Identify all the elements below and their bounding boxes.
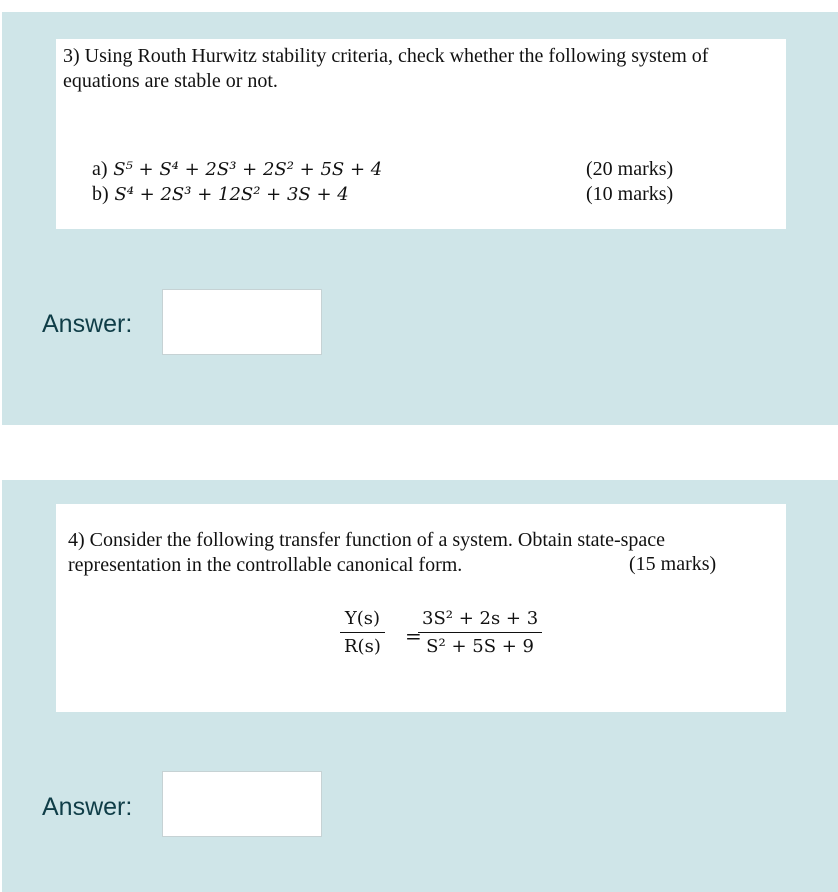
- equals-sign: =: [405, 624, 422, 648]
- part-b-equation: S⁴ + 2S³ + 12S² + 3S + 4: [114, 184, 349, 205]
- question-4-panel: [2, 480, 838, 892]
- question-3-panel: [2, 12, 838, 425]
- lhs-denominator: R(s): [344, 636, 381, 657]
- part-a-label: a): [92, 158, 108, 180]
- rhs-numerator: 3S² + 2s + 3: [418, 608, 542, 633]
- question-4-marks: (15 marks): [629, 553, 717, 575]
- part-a-marks: (20 marks): [586, 158, 674, 180]
- question-3-text: 3) Using Routh Hurwitz stability criteria, check whether the following system of equations are stable or not.: [63, 45, 709, 92]
- part-b-marks: (10 marks): [586, 183, 674, 205]
- lhs-numerator: Y(s): [340, 608, 385, 633]
- part-a-equation: S⁵ + S⁴ + 2S³ + 2S² + 5S + 4: [113, 159, 383, 180]
- question-3-answer-input[interactable]: [162, 289, 322, 355]
- question-4-card: [56, 504, 786, 712]
- transfer-function-lhs: [340, 608, 385, 657]
- rhs-denominator: S² + 5S + 9: [426, 636, 535, 657]
- part-b-label: b): [92, 183, 109, 205]
- question-3-part-b: [56, 183, 786, 209]
- transfer-function-rhs: [418, 608, 542, 657]
- question-4-text: 4) Consider the following transfer function of a system. Obtain state-space representation in the controllable canonical form.: [68, 529, 666, 576]
- question-3-card: [56, 39, 786, 229]
- question-3-answer-label: Answer:: [42, 310, 133, 338]
- question-3-part-a: [56, 158, 786, 184]
- question-4-answer-label: Answer:: [42, 793, 133, 821]
- question-4-answer-input[interactable]: [162, 771, 322, 837]
